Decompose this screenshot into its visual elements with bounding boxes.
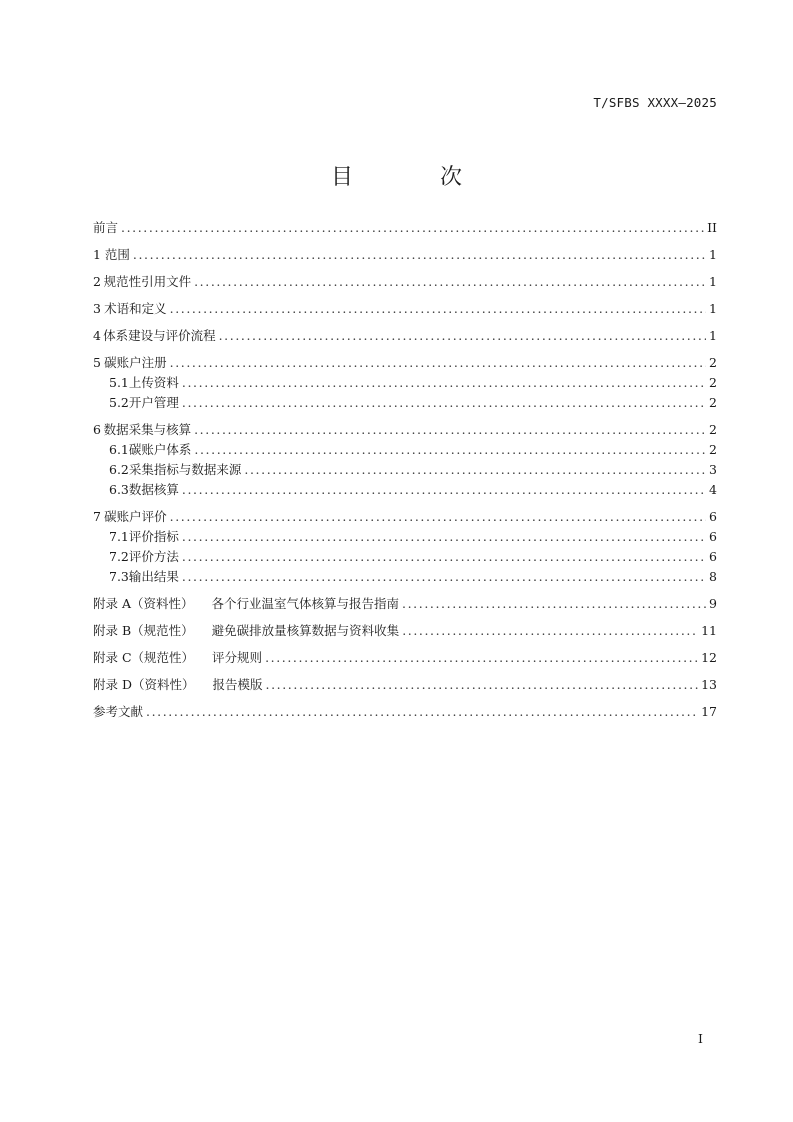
toc-entry[interactable]	[93, 373, 717, 393]
toc-entry-page: 9	[709, 596, 717, 611]
toc-entry-label: 数据核算	[128, 482, 179, 497]
toc-entry-page: 2	[709, 375, 717, 390]
toc-entry-page: 1	[709, 328, 717, 343]
toc-leader-dots	[182, 527, 706, 547]
toc-entry-page: 12	[701, 650, 717, 665]
toc-entry[interactable]	[93, 621, 717, 641]
toc-entry[interactable]	[93, 547, 717, 567]
toc-entry-label: 术语和定义	[104, 301, 167, 316]
toc-entry-number: 2	[93, 274, 101, 289]
toc-entry[interactable]	[93, 272, 717, 292]
toc-leader-dots	[182, 480, 706, 500]
toc-entry[interactable]	[93, 393, 717, 413]
toc-leader-dots	[170, 353, 706, 373]
toc-entry-label: 规范性引用文件	[103, 274, 192, 289]
toc-entry-label: 上传资料	[128, 375, 179, 390]
toc-entry-label: 前言	[93, 220, 119, 235]
toc-entry-page: 4	[709, 482, 717, 497]
toc-entry-page: 6	[709, 529, 717, 544]
toc-entry-page: 1	[709, 247, 717, 262]
toc-entry-number: 6.1	[109, 442, 129, 457]
toc-entry-label: 评价方法	[128, 549, 179, 564]
toc-leader-dots	[194, 272, 706, 292]
toc-entry[interactable]	[93, 218, 717, 238]
toc-entry-label: 各个行业温室气体核算与报告指南	[211, 596, 400, 611]
toc-entry-label: 碳账户评价	[104, 509, 167, 524]
toc-entry-number: 3	[93, 301, 101, 316]
toc-entry-page: 1	[709, 301, 717, 316]
toc-entry-page: 1	[709, 274, 717, 289]
toc-leader-dots	[265, 648, 698, 668]
toc-entry-number: 附录 A（资料性）	[93, 596, 194, 611]
page-title: 目 次	[331, 165, 502, 190]
toc-entry-number: 6.3	[109, 482, 129, 497]
toc-entry-label: 报告模版	[212, 677, 263, 692]
toc-leader-dots	[170, 299, 706, 319]
toc-entry-label: 避免碳排放量核算数据与资料收集	[211, 623, 400, 638]
toc-entry-page: 2	[709, 442, 717, 457]
toc-leader-dots	[402, 594, 706, 614]
toc-entry[interactable]	[93, 480, 717, 500]
toc-entry-label: 碳账户体系	[128, 442, 192, 457]
toc-entry[interactable]	[93, 507, 717, 527]
toc-entry-number: 7.2	[109, 549, 129, 564]
toc-entry[interactable]	[93, 527, 717, 547]
toc-entry-label: 参考文献	[93, 704, 144, 719]
toc-leader-dots	[266, 675, 699, 695]
toc-entry-number: 附录 C（规范性）	[93, 650, 195, 665]
toc-entry[interactable]	[93, 420, 717, 440]
toc-entry-page: 2	[709, 422, 717, 437]
toc-entry-number: 5	[93, 355, 101, 370]
toc-entry-page: 3	[709, 462, 717, 477]
toc-leader-dots	[182, 567, 706, 587]
toc-leader-dots	[194, 420, 706, 440]
toc-entry-label: 评价指标	[128, 529, 179, 544]
toc-entry-label: 开户管理	[128, 395, 179, 410]
table-of-contents	[93, 218, 717, 722]
toc-entry[interactable]	[93, 353, 717, 373]
toc-entry-number: 5.2	[109, 395, 129, 410]
toc-leader-dots	[194, 440, 706, 460]
toc-leader-dots	[182, 547, 706, 567]
toc-entry-page: 11	[701, 623, 717, 638]
document-code: T/SFBS XXXX—2025	[593, 95, 717, 110]
toc-entry[interactable]	[93, 567, 717, 587]
toc-entry-page: 13	[701, 677, 717, 692]
toc-leader-dots	[121, 218, 704, 238]
toc-entry[interactable]	[93, 702, 717, 722]
toc-entry[interactable]	[93, 299, 717, 319]
toc-entry[interactable]	[93, 440, 717, 460]
toc-leader-dots	[219, 326, 706, 346]
toc-entry-number: 7	[93, 509, 101, 524]
toc-leader-dots	[402, 621, 698, 641]
toc-entry-page: 2	[709, 395, 717, 410]
toc-entry-number: 6.2	[109, 462, 129, 477]
toc-entry-page: 2	[709, 355, 717, 370]
toc-leader-dots	[133, 245, 706, 265]
page-number: I	[698, 1031, 703, 1046]
toc-entry-label: 采集指标与数据来源	[128, 462, 242, 477]
toc-leader-dots	[146, 702, 698, 722]
toc-entry-label: 碳账户注册	[104, 355, 167, 370]
toc-entry-page: 8	[709, 569, 717, 584]
toc-entry[interactable]	[93, 594, 717, 614]
toc-leader-dots	[182, 393, 706, 413]
toc-entry-label: 输出结果	[128, 569, 179, 584]
toc-entry-page: 17	[701, 704, 717, 719]
toc-entry[interactable]	[93, 675, 717, 695]
toc-leader-dots	[182, 373, 706, 393]
toc-entry[interactable]	[93, 326, 717, 346]
toc-entry-label: 数据采集与核算	[103, 422, 192, 437]
toc-entry-page: 6	[709, 549, 717, 564]
toc-entry-number: 5.1	[109, 375, 129, 390]
toc-entry-number: 6	[93, 422, 101, 437]
toc-entry-number: 7.3	[109, 569, 129, 584]
toc-entry-number: 7.1	[109, 529, 129, 544]
toc-entry[interactable]	[93, 460, 717, 480]
toc-entry-label: 范围	[104, 247, 130, 262]
toc-entry-label: 评分规则	[212, 650, 263, 665]
toc-leader-dots	[244, 460, 706, 480]
toc-entry-number: 4	[93, 328, 101, 343]
toc-entry-label: 体系建设与评价流程	[103, 328, 216, 343]
toc-entry-page: II	[707, 220, 717, 235]
toc-entry-number: 附录 D（资料性）	[93, 677, 195, 692]
toc-entry-number: 1	[93, 247, 101, 262]
toc-entry-page: 6	[709, 509, 717, 524]
toc-entry-number: 附录 B（规范性）	[93, 623, 194, 638]
toc-entry[interactable]	[93, 648, 717, 668]
toc-leader-dots	[170, 507, 706, 527]
toc-entry[interactable]	[93, 245, 717, 265]
